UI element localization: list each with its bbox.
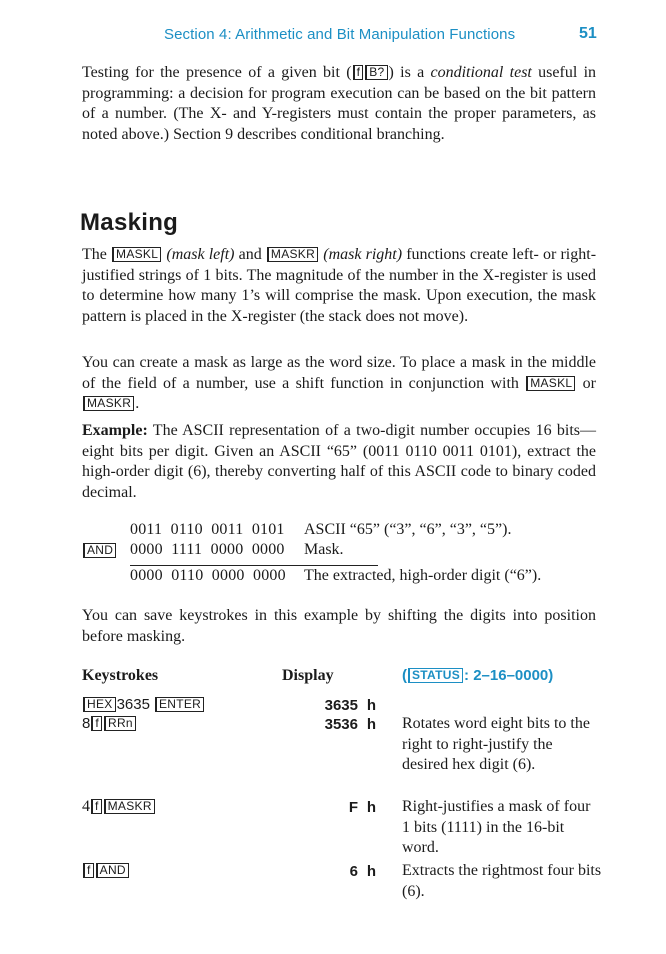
keystroke-number: 8 (82, 715, 91, 732)
emphasis: (mask left) (162, 246, 235, 263)
section-title: Section 4: Arithmetic and Bit Manipulation Functions (164, 26, 516, 43)
bit-pattern: 0000 0110 0000 0000 (130, 567, 286, 584)
row-comment: Extracts the rightmost four bits (6). (402, 862, 602, 900)
key-and: AND (96, 863, 129, 878)
display-unit: h (366, 863, 376, 880)
text: The ASCII representation of a two-digit number occupies 16 bits—eight bits per digit. Given an ASCII “65” (0011 0110 0011 0101), extract the high-order digit (6), thereby converting half of this ASCII code to binary coded decimal. (82, 422, 596, 501)
bit-pattern: 0000 1111 0000 0000 (130, 541, 285, 558)
status-value: : 2–16–0000) (464, 667, 554, 684)
display-header: Display (282, 667, 334, 684)
text: useful in programming: a decision for program execution can be based on the bit pattern of a number. (The X- and Y-registers must contain the proper parameters, as noted above.) Section 9 describes conditional branching. (82, 64, 597, 143)
display-unit: h (366, 697, 376, 714)
keystrokes-header: Keystrokes (82, 667, 159, 684)
text: . (135, 395, 140, 412)
display-number: 3635 (324, 697, 358, 714)
divider (130, 565, 378, 566)
example-label: Example: (82, 422, 148, 439)
row-description: ASCII “65” (“3”, “6”, “3”, “5”). (304, 521, 512, 538)
emphasis: (mask right) (319, 246, 403, 263)
key-maskr: MASKR (104, 799, 155, 814)
key-maskl: MASKL (526, 376, 575, 391)
masking-paragraph (82, 245, 596, 327)
key-maskr: MASKR (267, 247, 318, 262)
row-description: Mask. (304, 541, 344, 558)
text: or (576, 374, 597, 392)
section-heading: Masking (80, 209, 179, 236)
row-comment: Rotates word eight bits to the right to right-justify the desired hex digit (6). (402, 715, 590, 773)
key-f: f (91, 799, 102, 814)
keystroke-tip-paragraph: You can save keystrokes in this example by shifting the digits into position before masking. (82, 607, 596, 645)
display-value (325, 716, 376, 733)
key-bit-test: B? (365, 65, 387, 80)
display-unit: h (366, 799, 376, 816)
keystroke-row (82, 696, 205, 714)
display-value (350, 863, 376, 880)
key-enter: ENTER (155, 697, 204, 712)
display-value (325, 697, 376, 714)
key-f: f (83, 863, 94, 878)
keystroke-row (82, 862, 130, 880)
bit-pattern: 0011 0110 0011 0101 (130, 521, 285, 538)
example-paragraph (82, 421, 596, 503)
text: The (82, 246, 112, 263)
page-number: 51 (579, 25, 597, 42)
status-indicator (402, 667, 553, 684)
mask-size-paragraph (82, 353, 596, 415)
text: Testing for the presence of a given bit ( (82, 64, 352, 81)
key-maskl: MASKL (112, 247, 161, 262)
key-f: f (353, 65, 364, 80)
key-status: STATUS (408, 668, 463, 683)
page-header (0, 26, 666, 48)
keystroke-row (82, 798, 156, 816)
text: ( (402, 667, 407, 684)
text: You can create a mask as large as the word size. To place a mask in the middle of the field of a number, use a shift function in conjunction with (82, 354, 596, 392)
row-comment: Right-justifies a mask of four 1 bits (1111) in the 16-bit word. (402, 798, 591, 856)
display-number: 6 (349, 863, 358, 880)
keystroke-row (82, 715, 137, 733)
text: functions create left- or right-justified strings of 1 bits. The magnitude of the number in the X-register is used to determine how many 1’s will comprise the mask. Upon execution, the mask pattern is placed in the X-register (the stack does not move). (82, 246, 597, 325)
display-number: F (348, 799, 358, 816)
key-f: f (91, 716, 102, 731)
intro-paragraph (82, 63, 596, 145)
key-rrn: RRn (104, 716, 136, 731)
key-and: AND (83, 543, 116, 558)
display-value (349, 799, 376, 816)
display-number: 3536 (324, 716, 358, 733)
display-unit: h (366, 716, 376, 733)
text: and (234, 246, 266, 263)
key-maskr: MASKR (83, 396, 134, 411)
keystroke-number: 3635 (116, 696, 150, 713)
keystroke-number: 4 (82, 798, 90, 815)
key-hex: HEX (83, 697, 116, 712)
emphasis: conditional test (430, 64, 532, 81)
text: ) is a (388, 64, 431, 81)
row-description: The extracted, high-order digit (“6”). (304, 567, 542, 584)
